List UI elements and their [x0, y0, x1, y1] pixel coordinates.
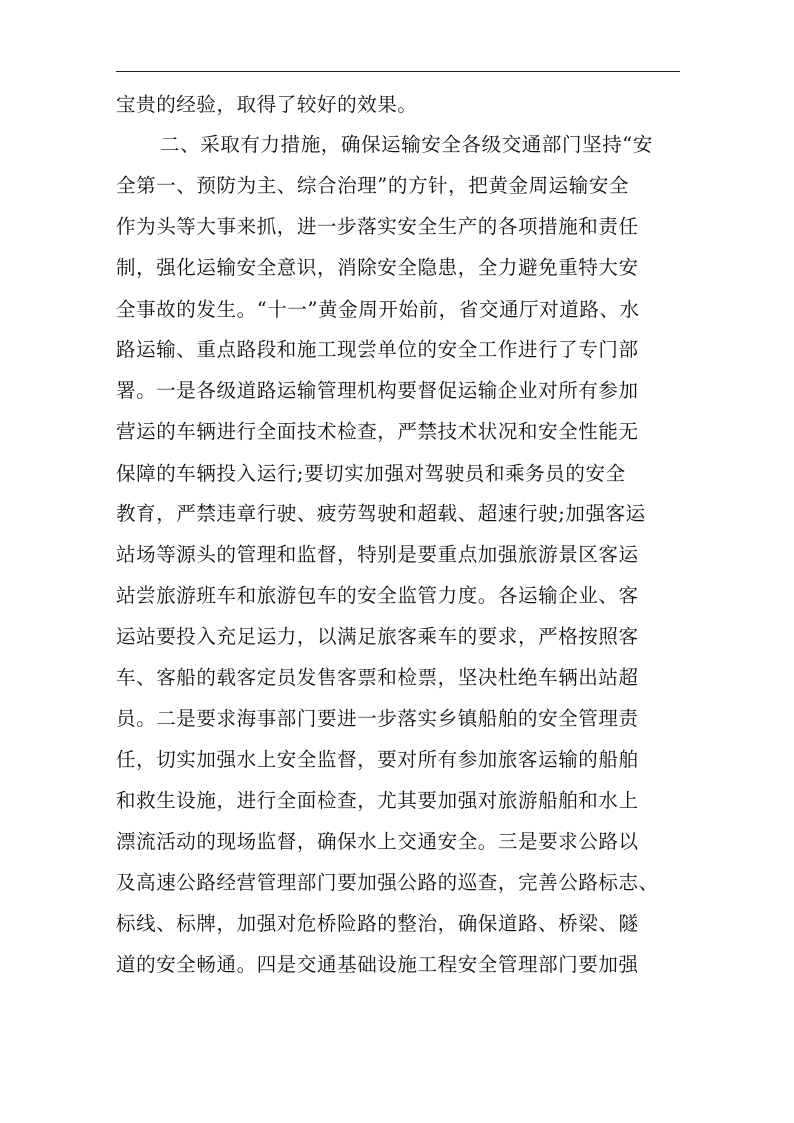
text-line: 站场等源头的管理和监督，特别是要重点加强旅游景区客运	[116, 543, 639, 566]
text-line: 标线、标牌，加强对危桥险路的整治，确保道路、桥梁、隧	[116, 912, 639, 935]
text-line: 保障的车辆投入运行;要切实加强对驾驶员和乘务员的安全	[116, 462, 626, 485]
header-rule	[116, 71, 680, 72]
text-line: 教育，严禁违章行驶、疲劳驾驶和超载、超速行驶;加强客运	[116, 502, 646, 525]
text-line: 及高速公路经营管理部门要加强公路的巡查，完善公路标志、	[116, 871, 659, 894]
text-line: 运站要投入充足运力，以满足旅客乘车的要求，严格按照客	[116, 625, 639, 648]
text-line: 宝贵的经验，取得了较好的效果。	[116, 93, 418, 116]
text-line: 漂流活动的现场监督，确保水上交通安全。三是要求公路以	[116, 830, 639, 853]
text-line: 全第一、预防为主、综合治理”的方针，把黄金周运输安全	[116, 174, 630, 197]
text-line: 车、客船的载客定员发售客票和检票，坚决杜绝车辆出站超	[116, 666, 639, 689]
text-line: 署。一是各级道路运输管理机构要督促运输企业对所有参加	[116, 379, 639, 402]
text-line: 路运输、重点路段和施工现尝单位的安全工作进行了专门部	[116, 338, 639, 361]
text-line: 站尝旅游班车和旅游包车的安全监管力度。各运输企业、客	[116, 584, 639, 607]
text-line: 道的安全畅通。四是交通基础设施工程安全管理部门要加强	[116, 953, 639, 976]
text-line: 制，强化运输安全意识，消除安全隐患，全力避免重特大安	[116, 256, 639, 279]
text-line: 营运的车辆进行全面技术检查，严禁技术状况和安全性能无	[116, 420, 639, 443]
text-line: 二、采取有力措施，确保运输安全各级交通部门坚持“安	[160, 133, 653, 156]
text-line: 和救生设施，进行全面检查，尤其要加强对旅游船舶和水上	[116, 789, 639, 812]
text-line: 任，切实加强水上安全监督，要对所有参加旅客运输的船舶	[116, 748, 639, 771]
text-line: 全事故的发生。“十一”黄金周开始前，省交通厅对道路、水	[116, 298, 640, 321]
text-line: 员。二是要求海事部门要进一步落实乡镇船舶的安全管理责	[116, 707, 639, 730]
text-line: 作为头等大事来抓，进一步落实安全生产的各项措施和责任	[116, 215, 639, 238]
